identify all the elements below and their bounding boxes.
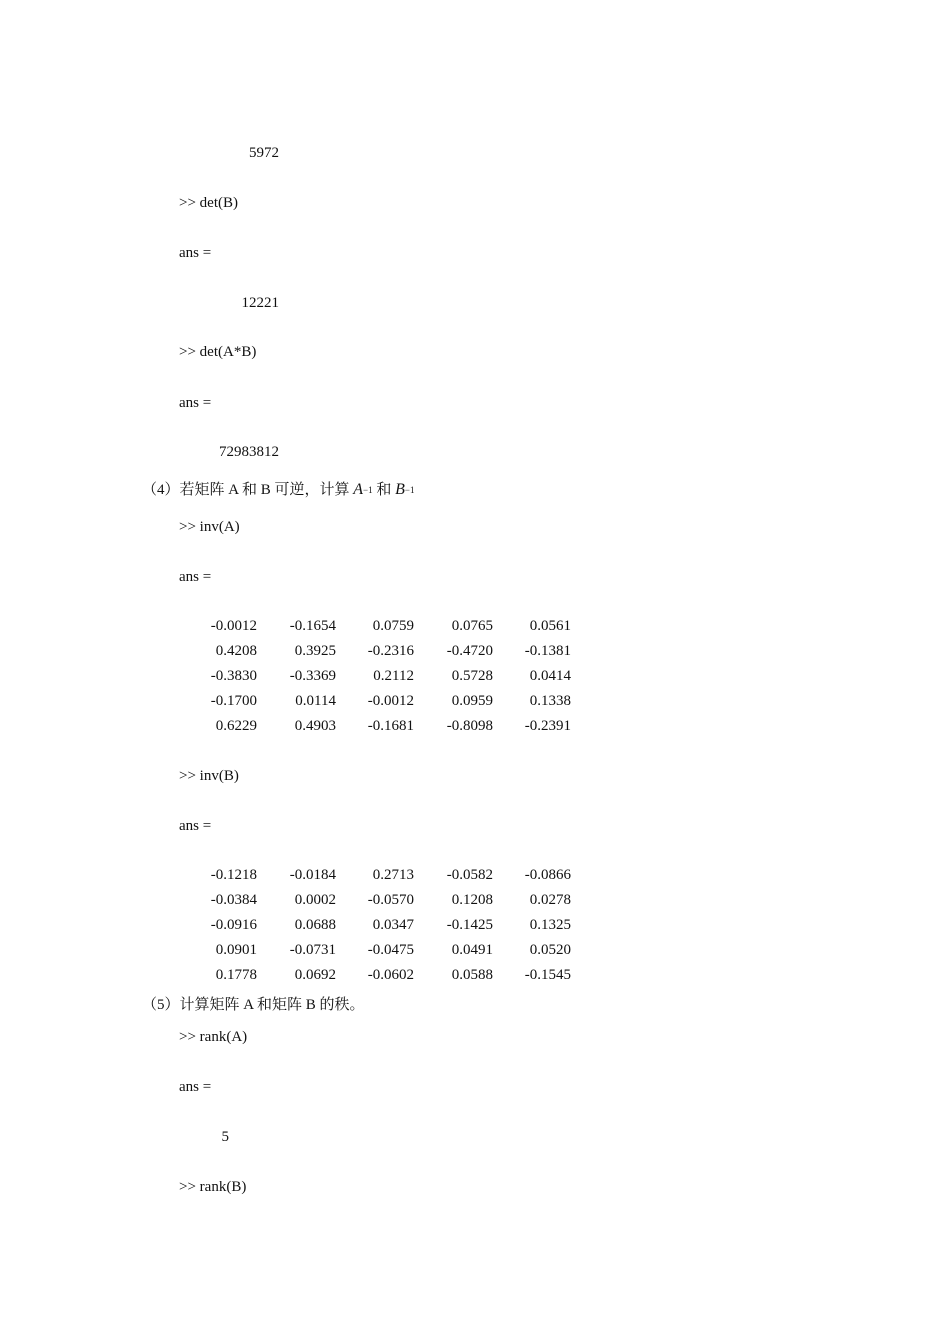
superscript-inverse-b: −1: [404, 485, 415, 495]
matrix-cell: 0.2112: [373, 668, 414, 684]
matrix-cell: -0.0184: [289, 867, 336, 883]
matrix-cell: 0.0414: [529, 668, 571, 684]
command-rank-b: >> rank(B): [179, 1179, 247, 1195]
symbol-b: B: [395, 481, 405, 498]
matrix-cell: -0.1681: [367, 718, 414, 734]
matrix-cell: 0.4208: [215, 643, 257, 659]
matrix-cell: 0.0114: [295, 693, 336, 709]
matrix-cell: -0.8098: [446, 718, 493, 734]
matrix-cell: -0.2391: [524, 718, 571, 734]
ans-label-rank-a: ans =: [179, 1079, 212, 1095]
matrix-cell: -0.1218: [210, 867, 257, 883]
det-a-value: 5972: [249, 145, 279, 161]
matrix-cell: -0.0602: [367, 967, 414, 983]
matrix-cell: -0.2316: [367, 643, 414, 659]
section-4-heading: [142, 481, 415, 500]
matrix-cell: 0.3925: [294, 643, 336, 659]
matrix-cell: 0.0491: [451, 942, 493, 958]
matrix-cell: 0.0588: [451, 967, 493, 983]
section-4-and: 和: [376, 482, 392, 498]
matrix-cell: -0.3830: [210, 668, 257, 684]
matrix-cell: -0.3369: [289, 668, 336, 684]
matrix-cell: -0.0570: [367, 892, 414, 908]
matrix-cell: -0.1425: [446, 917, 493, 933]
matrix-cell: -0.0475: [367, 942, 414, 958]
matrix-cell: 0.1338: [529, 693, 571, 709]
command-det-ab: >> det(A*B): [179, 344, 257, 360]
superscript-inverse-a: −1: [363, 485, 373, 495]
det-ab-value: 72983812: [219, 444, 279, 460]
matrix-cell: -0.1654: [289, 618, 336, 634]
matrix-cell: 0.5728: [451, 668, 493, 684]
matrix-cell: 0.2713: [372, 867, 414, 883]
matrix-cell: 0.0561: [529, 618, 571, 634]
symbol-a: A: [353, 481, 364, 498]
matrix-cell: -0.4720: [446, 643, 493, 659]
ans-label-det-b: ans =: [179, 245, 212, 261]
matrix-cell: 0.1325: [529, 917, 571, 933]
matrix-cell: 0.6229: [215, 718, 257, 734]
section-5-heading: （5）计算矩阵 A 和矩阵 B 的秩。: [142, 997, 365, 1013]
matrix-cell: -0.0384: [210, 892, 257, 908]
matrix-cell: 0.0959: [451, 693, 493, 709]
ans-label-det-ab: ans =: [179, 395, 212, 411]
command-rank-a: >> rank(A): [179, 1029, 248, 1045]
matrix-cell: -0.0012: [367, 693, 414, 709]
matrix-cell: 0.1208: [451, 892, 493, 908]
command-inv-b: >> inv(B): [179, 768, 239, 784]
rank-a-value: 5: [221, 1129, 229, 1145]
matrix-cell: 0.0278: [529, 892, 571, 908]
matrix-cell: 0.4903: [294, 718, 336, 734]
ans-label-inv-a: ans =: [179, 569, 212, 585]
matrix-cell: 0.0692: [294, 967, 336, 983]
command-inv-a: >> inv(A): [179, 519, 240, 535]
matrix-cell: 0.0520: [529, 942, 571, 958]
matrix-cell: -0.1700: [210, 693, 257, 709]
matrix-cell: 0.0759: [372, 618, 414, 634]
matrix-cell: 0.0688: [294, 917, 336, 933]
ans-label-inv-b: ans =: [179, 818, 212, 834]
matrix-cell: -0.1381: [524, 643, 571, 659]
matrix-cell: -0.0916: [210, 917, 257, 933]
matrix-cell: 0.0347: [372, 917, 414, 933]
matrix-cell: 0.0901: [215, 942, 257, 958]
matrix-cell: 0.0002: [294, 892, 336, 908]
matrix-cell: 0.1778: [215, 967, 257, 983]
matrix-cell: -0.0582: [446, 867, 493, 883]
matrix-cell: 0.0765: [451, 618, 493, 634]
det-b-value: 12221: [241, 295, 279, 311]
matrix-cell: -0.1545: [524, 967, 571, 983]
section-4-text: （4）若矩阵 A 和 B 可逆，计算: [142, 482, 350, 498]
command-det-b: >> det(B): [179, 195, 238, 211]
matrix-cell: -0.0866: [524, 867, 571, 883]
matrix-cell: -0.0731: [289, 942, 336, 958]
matrix-cell: -0.0012: [210, 618, 257, 634]
